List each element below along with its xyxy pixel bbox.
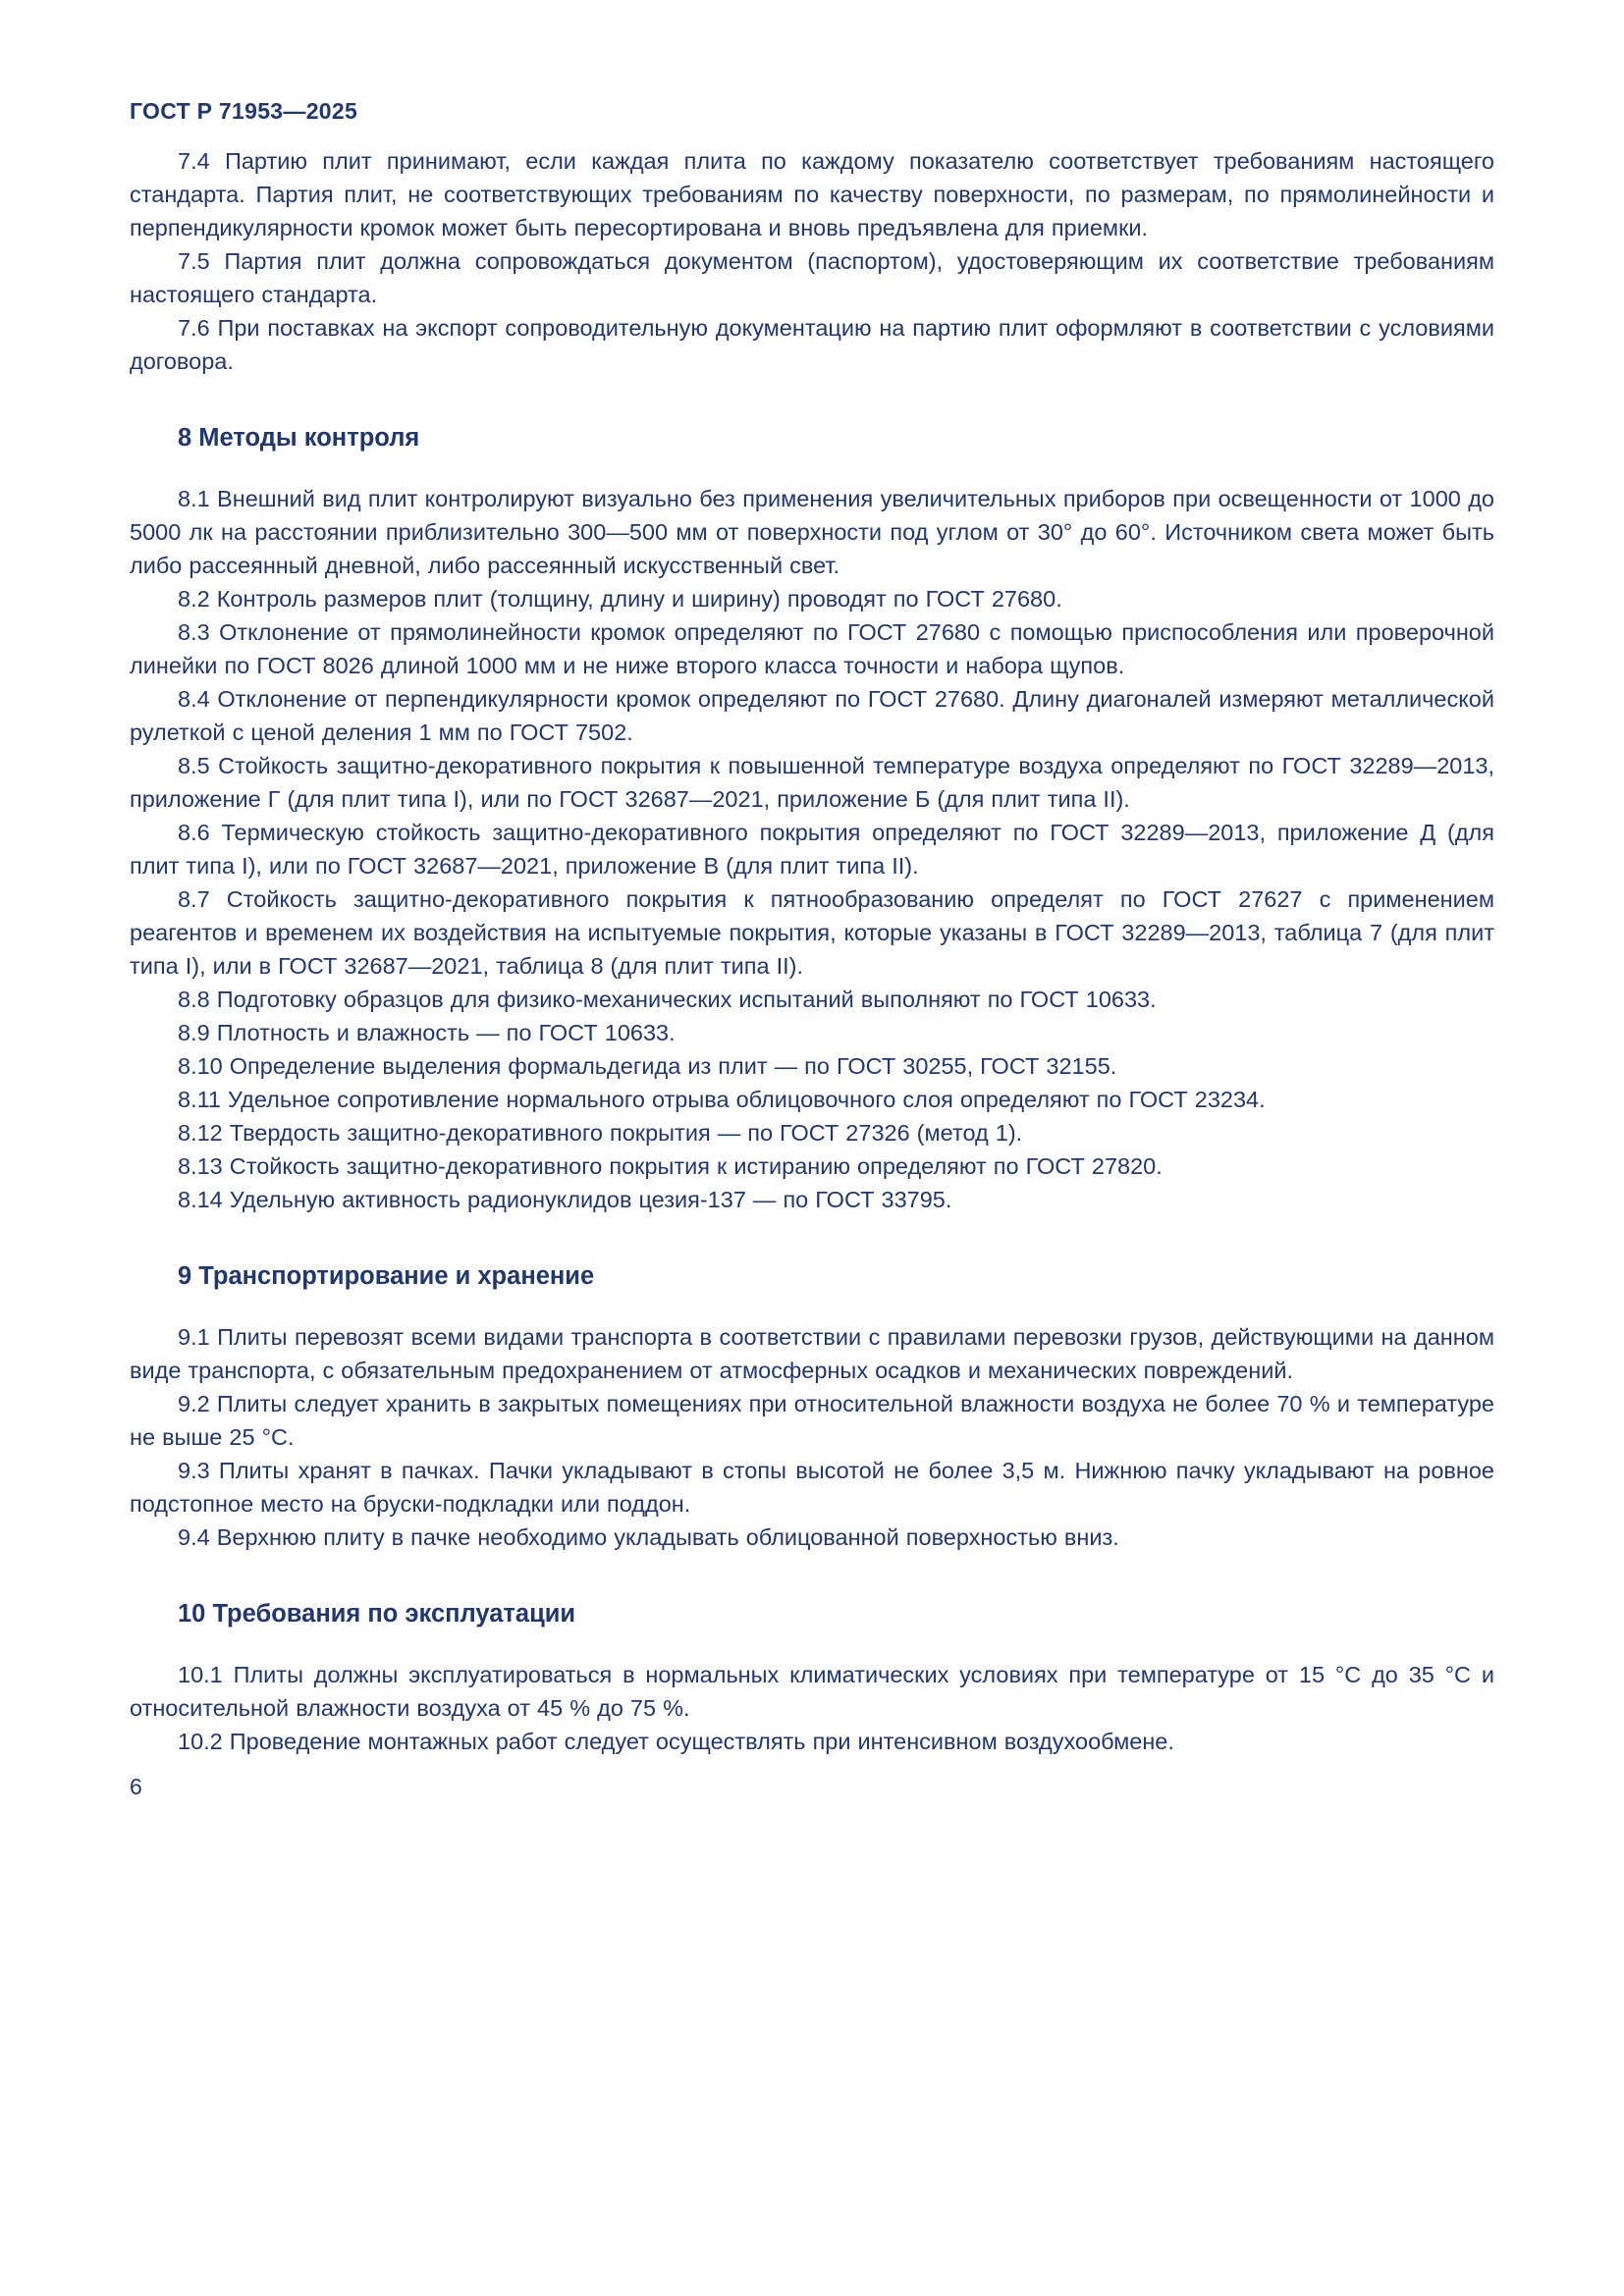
paragraph: 8.14 Удельную активность радионуклидов цезия-137 — по ГОСТ 33795. [178,1187,952,1212]
section-heading: 8 Методы контроля [178,424,420,452]
document-body [130,144,1494,1758]
paragraph: 7.6 При поставках на экспорт сопроводительную документацию на партию плит оформляют в соответствии с условиями договора. [130,315,1494,374]
paragraph: 10.2 Проведение монтажных работ следует осуществлять при интенсивном воздухообмене. [178,1729,1174,1754]
paragraph: 7.4 Партию плит принимают, если каждая плита по каждому показателю соответствует требованиям настоящего стандарта. Партия плит, не соответствующих требованиям по качеству поверхности, по размерам, по прямолинейности и перпендикулярности кромок может быть пересортирована и вновь предъявлена для приемки. [130,148,1494,240]
paragraph: 8.10 Определение выделения формальдегида из плит — по ГОСТ 30255, ГОСТ 32155. [178,1053,1117,1079]
section-heading: 10 Требования по эксплуатации [178,1600,576,1628]
paragraph: 8.11 Удельное сопротивление нормального отрыва облицовочного слоя определяют по ГОСТ 23234. [178,1087,1266,1112]
paragraph: 8.12 Твердость защитно-декоративного покрытия — по ГОСТ 27326 (метод 1). [178,1120,1023,1146]
paragraph: 8.7 Стойкость защитно-декоративного покрытия к пятнообразованию определят по ГОСТ 27627 с применением реагентов и временем их воздействия на испытуемые покрытия, которые указаны в ГОСТ 32289—2013, таблица 7 (для плит типа I), или в ГОСТ 32687—2021, таблица 8 (для плит типа II). [130,886,1494,979]
paragraph: 9.1 Плиты перевозят всеми видами транспорта в соответствии с правилами перевозки грузов, действующими на данном виде транспорта, с обязательным предохранением от атмосферных осадков и механических повреждений. [130,1324,1494,1383]
paragraph: 9.2 Плиты следует хранить в закрытых помещениях при относительной влажности воздуха не более 70 % и температуре не выше 25 °С. [130,1391,1494,1450]
paragraph: 8.4 Отклонение от перпендикулярности кромок определяют по ГОСТ 27680. Длину диагоналей измеряют металлической рулеткой с ценой деления 1 мм по ГОСТ 7502. [130,686,1494,745]
paragraph: 8.2 Контроль размеров плит (толщину, длину и ширину) проводят по ГОСТ 27680. [178,586,1062,612]
section-heading: 9 Транспортирование и хранение [178,1262,595,1290]
paragraph: 8.9 Плотность и влажность — по ГОСТ 10633. [178,1020,676,1045]
paragraph: 8.1 Внешний вид плит контролируют визуально без применения увеличительных приборов при освещенности от 1000 до 5000 лк на расстоянии приблизительно 300—500 мм от поверхности под углом от 30° до 60°. Источником света может быть либо рассеянный дневной, либо рассеянный искусственный свет. [130,486,1494,578]
paragraph: 8.6 Термическую стойкость защитно-декоративного покрытия определяют по ГОСТ 32289—2013, приложение Д (для плит типа I), или по ГОСТ 32687—2021, приложение В (для плит типа II). [130,820,1494,879]
paragraph: 8.5 Стойкость защитно-декоративного покрытия к повышенной температуре воздуха определяют по ГОСТ 32289—2013, приложение Г (для плит типа I), или по ГОСТ 32687—2021, приложение Б (для плит типа II). [130,753,1494,812]
page-number: 6 [130,1774,142,1799]
paragraph: 8.3 Отклонение от прямолинейности кромок определяют по ГОСТ 27680 с помощью приспособления или проверочной линейки по ГОСТ 8026 длиной 1000 мм и не ниже второго класса точности и набора щупов. [130,619,1494,678]
paragraph: 10.1 Плиты должны эксплуатироваться в нормальных климатических условиях при температуре от 15 °С до 35 °С и относительной влажности воздуха от 45 % до 75 %. [130,1662,1494,1721]
paragraph: 8.8 Подготовку образцов для физико-механических испытаний выполняют по ГОСТ 10633. [178,987,1157,1012]
paragraph: 7.5 Партия плит должна сопровождаться документом (паспортом), удостоверяющим их соответствие требованиям настоящего стандарта. [130,248,1494,307]
paragraph: 9.4 Верхнюю плиту в пачке необходимо укладывать облицованной поверхностью вниз. [178,1524,1119,1550]
paragraph: 8.13 Стойкость защитно-декоративного покрытия к истиранию определяют по ГОСТ 27820. [178,1153,1163,1179]
paragraph: 9.3 Плиты хранят в пачках. Пачки укладывают в стопы высотой не более 3,5 м. Нижнюю пачку укладывают на ровное подстопное место на бруски-подкладки или поддон. [130,1458,1494,1517]
document-standard-code: ГОСТ Р 71953—2025 [130,98,358,124]
